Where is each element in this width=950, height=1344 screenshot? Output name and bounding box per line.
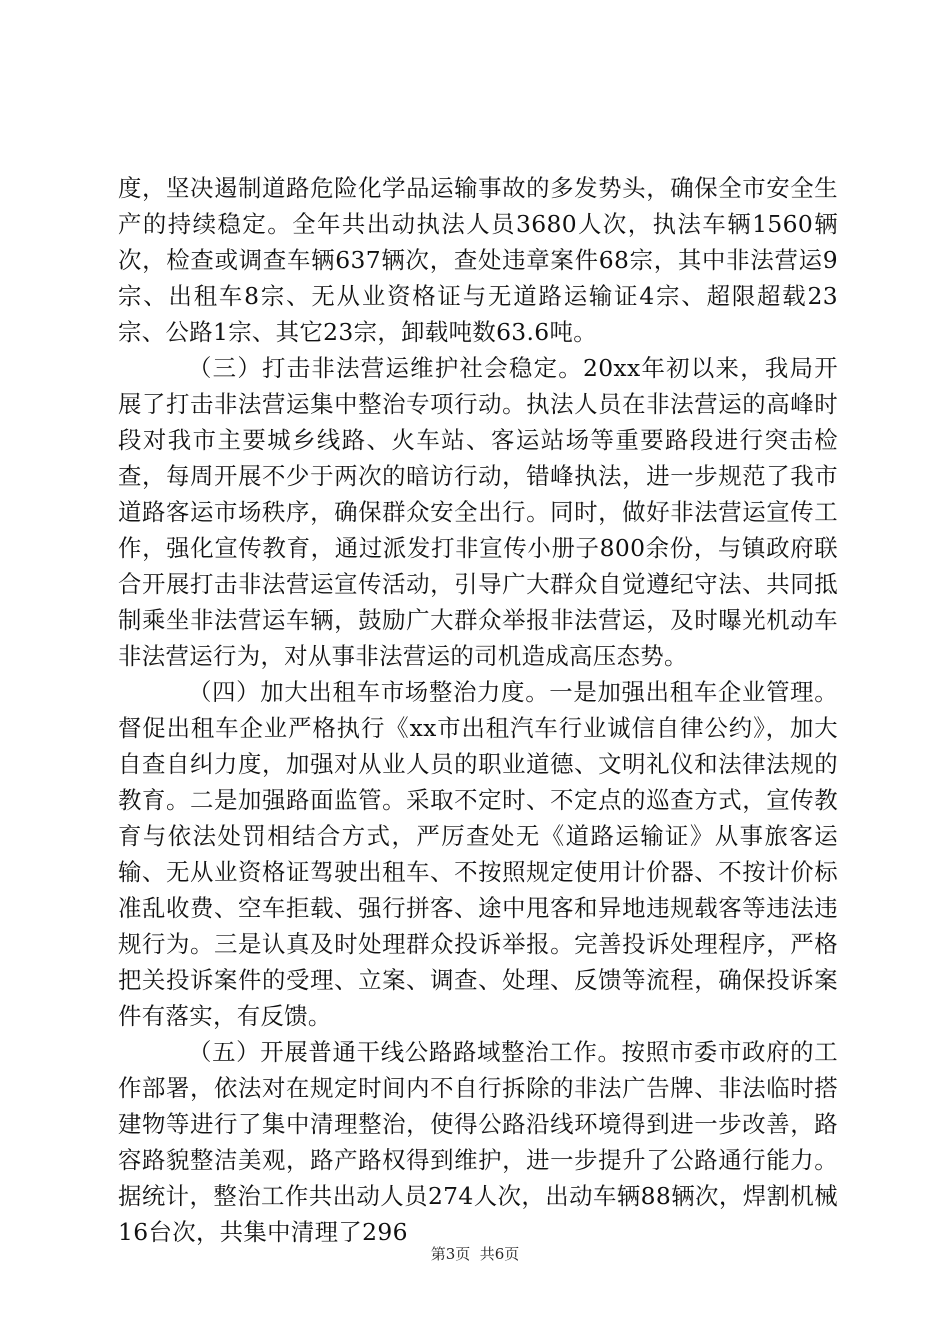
- paragraph-continuation: 度，坚决遏制道路危险化学品运输事故的多发势头，确保全市安全生产的持续稳定。全年共出动执法人员3680人次，执法车辆1560辆次，检查或调查车辆637辆次，查处违章案件68宗，其中非法营运9宗、出租车8宗、无从业资格证与无道路运输证4宗、超限超载23宗、公路1宗、其它23宗，卸载吨数63.6吨。: [118, 174, 838, 346]
- paragraph-section-4: （四）加大出租车市场整治力度。一是加强出租车企业管理。督促出租车企业严格执行《xx市出租汽车行业诚信自律公约》，加大自查自纠力度，加强对从业人员的职业道德、文明礼仪和法律法规的教育。二是加强路面监管。采取不定时、不定点的巡查方式，宣传教育与依法处罚相结合方式，严厉查处无《道路运输证》从事旅客运输、无从业资格证驾驶出租车、不按照规定使用计价器、不按计价标准乱收费、空车拒载、强行拼客、途中甩客和异地违规载客等违法违规行为。三是认真及时处理群众投诉举报。完善投诉处理程序，严格把关投诉案件的受理、立案、调查、处理、反馈等流程，确保投诉案件有落实，有反馈。: [118, 678, 838, 1030]
- page-number-footer: 第3页 共6页: [430, 1245, 520, 1263]
- paragraph-section-5: （五）开展普通干线公路路域整治工作。按照市委市政府的工作部署，依法对在规定时间内不自行拆除的非法广告牌、非法临时搭建物等进行了集中清理整治，使得公路沿线环境得到进一步改善，路容路貌整洁美观，路产路权得到维护，进一步提升了公路通行能力。据统计，整治工作共出动人员274人次，出动车辆88辆次，焊割机械16台次，共集中清理了296: [118, 1038, 838, 1246]
- paragraph-section-3: （三）打击非法营运维护社会稳定。20xx年初以来，我局开展了打击非法营运集中整治专项行动。执法人员在非法营运的高峰时段对我市主要城乡线路、火车站、客运站场等重要路段进行突击检查，每周开展不少于两次的暗访行动，错峰执法，进一步规范了我市道路客运市场秩序，确保群众安全出行。同时，做好非法营运宣传工作，强化宣传教育，通过派发打非宣传小册子800余份，与镇政府联合开展打击非法营运宣传活动，引导广大群众自觉遵纪守法、共同抵制乘坐非法营运车辆，鼓励广大群众举报非法营运，及时曝光机动车非法营运行为，对从事非法营运的司机造成高压态势。: [118, 354, 838, 670]
- document-body: [118, 170, 838, 1250]
